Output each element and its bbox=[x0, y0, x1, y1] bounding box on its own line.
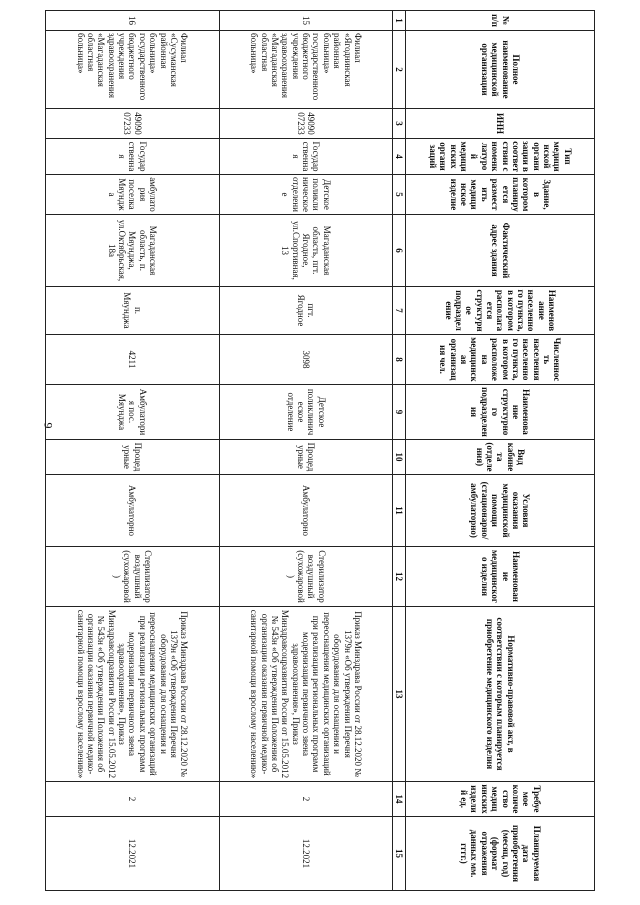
settlement: п. Мяунджа bbox=[46, 287, 220, 335]
device-name: Стерилизатор воздушный (сухожаровой) bbox=[219, 547, 393, 607]
legal-act: Приказ Минздрава России от 28.12.2020 № 1379н «Об утверждении Перечня оборудования для оснащения и переоснащения медицинских организаций при реализации региональных программ модернизации первичного звена здравоохранения», Приказ Минздравсоцразвития России от 15.05.2012 № 543н «Об утверждении Положения об организации оказания первичной медико-санитарной помощи взрослому населению» bbox=[46, 607, 220, 782]
header-cell: Здание, в котором планируется разместить медицинское изделие bbox=[406, 175, 595, 215]
org-name: Филиал «Сусуманская районная больница» государственного бюджетного учреждения здравоохранения «Магаданская областная больница» bbox=[46, 31, 220, 109]
table-row bbox=[219, 11, 393, 891]
purchase-date: 12.2021 bbox=[219, 817, 393, 891]
header-cell: Наименование структурного подразделения bbox=[406, 385, 595, 440]
column-number: 14 bbox=[393, 782, 406, 817]
header-cell: ИНН bbox=[406, 109, 595, 139]
column-number: 3 bbox=[393, 109, 406, 139]
structural-unit: Амбулатория пос. Мяунджа bbox=[46, 385, 220, 440]
page-number: 9 bbox=[41, 422, 56, 429]
cabinet-type: Процедурные bbox=[219, 440, 393, 475]
header-row bbox=[406, 11, 595, 891]
structural-unit: Детское поликлиническое отделение bbox=[219, 385, 393, 440]
row-number: 15 bbox=[219, 11, 393, 31]
column-number: 5 bbox=[393, 175, 406, 215]
header-cell: Нормативно-правовой акт, в соответствии с которым планируется приобретение медицинского изделия bbox=[406, 607, 595, 782]
column-number: 2 bbox=[393, 31, 406, 109]
care-conditions: Амбулаторно bbox=[46, 475, 220, 547]
row-number: 16 bbox=[46, 11, 220, 31]
org-name: Филиал «Ягоднинская районная больница» государственного бюджетного учреждения здравоохранения «Магаданская областная больница» bbox=[219, 31, 393, 109]
header-cell: Наименование населенного пункта, в котором располагается структурное подразделение bbox=[406, 287, 595, 335]
column-number: 11 bbox=[393, 475, 406, 547]
header-cell: Вид кабинета (отделения) bbox=[406, 440, 595, 475]
column-number: 15 bbox=[393, 817, 406, 891]
header-cell: Планируемая дата приобретения (месяц, год) (формат отражения данных мм. гггг.) bbox=[406, 817, 595, 891]
quantity: 2 bbox=[46, 782, 220, 817]
address: Магаданская область, п. Мяунджа, ул.Октябрьская, 18а bbox=[46, 215, 220, 287]
column-number: 9 bbox=[393, 385, 406, 440]
header-cell: Полное наименование медицинской организации bbox=[406, 31, 595, 109]
column-number: 12 bbox=[393, 547, 406, 607]
settlement: пгт. Ягодное bbox=[219, 287, 393, 335]
cabinet-type: Процедурные bbox=[46, 440, 220, 475]
org-type: Государственная bbox=[219, 139, 393, 175]
column-number: 1 bbox=[393, 11, 406, 31]
column-number: 7 bbox=[393, 287, 406, 335]
column-number: 6 bbox=[393, 215, 406, 287]
population: 3098 bbox=[219, 335, 393, 385]
header-cell: Требуемое количество медицинских изделий ед. bbox=[406, 782, 595, 817]
column-number-row bbox=[393, 11, 406, 891]
purchase-date: 12.2021 bbox=[46, 817, 220, 891]
header-cell: Условия оказания медицинской помощи (стационарно/амбулаторно) bbox=[406, 475, 595, 547]
equipment-table bbox=[45, 10, 595, 891]
building: Детское поликлиническое отделение bbox=[219, 175, 393, 215]
header-cell: Фактический адрес здания bbox=[406, 215, 595, 287]
header-cell: № п/п bbox=[406, 11, 595, 31]
device-name: Стерилизатор воздушный (сухожаровой) bbox=[46, 547, 220, 607]
building: амбулатория поселка Мяунджа bbox=[46, 175, 220, 215]
header-cell: Наименование медицинского изделия bbox=[406, 547, 595, 607]
quantity: 2 bbox=[219, 782, 393, 817]
org-type: Государственная bbox=[46, 139, 220, 175]
legal-act: Приказ Минздрава России от 28.12.2020 № 1379н «Об утверждении Перечня оборудования для оснащения и переоснащения медицинских организаций при реализации региональных программ модернизации первичного звена здравоохранения», Приказ Минздравсоцразвития России от 15.05.2012 № 543н «Об утверждении Положения об организации оказания первичной медико-санитарной помощи взрослому населению» bbox=[219, 607, 393, 782]
population: 4211 bbox=[46, 335, 220, 385]
header-cell: Численность населения населенного пункта, в котором расположена медицинская организация чел. bbox=[406, 335, 595, 385]
inn: 4909007233 bbox=[46, 109, 220, 139]
inn: 4909007233 bbox=[219, 109, 393, 139]
column-number: 4 bbox=[393, 139, 406, 175]
rotated-table-wrapper bbox=[45, 10, 595, 890]
table-row bbox=[46, 11, 220, 891]
column-number: 10 bbox=[393, 440, 406, 475]
care-conditions: Амбулаторно bbox=[219, 475, 393, 547]
column-number: 13 bbox=[393, 607, 406, 782]
address: Магаданская область, пгт. Ягодное, ул.Спортивная, 13 bbox=[219, 215, 393, 287]
header-cell: Тип медицинской организации в соответствии с номенклатурой медицинских организаций bbox=[406, 139, 595, 175]
column-number: 8 bbox=[393, 335, 406, 385]
